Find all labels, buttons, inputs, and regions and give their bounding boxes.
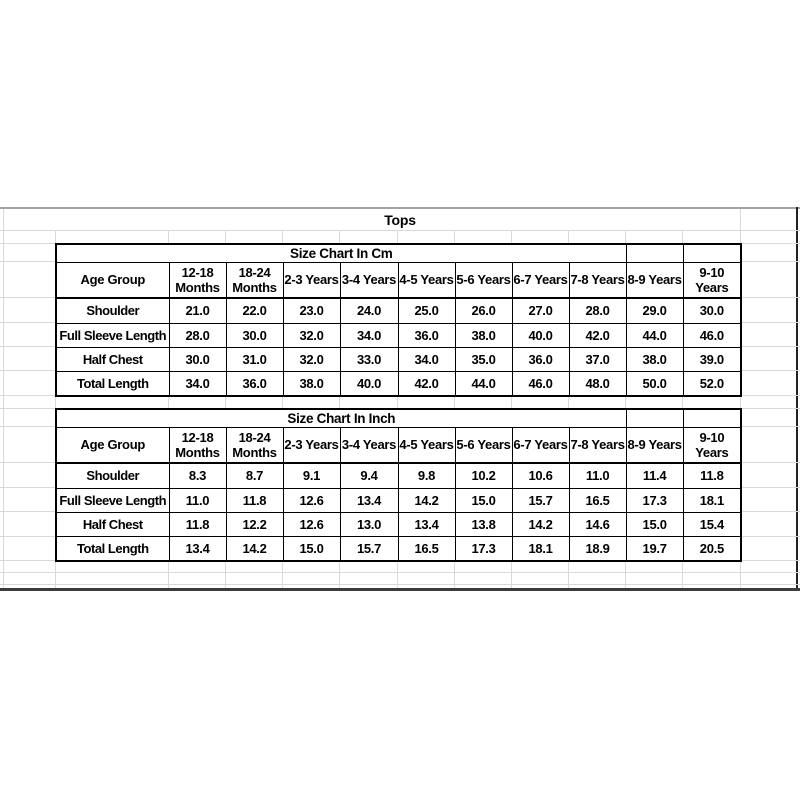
header-line: 4-5 Years (399, 437, 454, 453)
header-line: 7-8 Years (570, 437, 625, 453)
size-header-cell (340, 427, 398, 463)
size-header-cell (512, 427, 569, 463)
value-cell: 31.0 (226, 347, 283, 371)
value-cell: 12.6 (283, 488, 340, 512)
header-line: 6-7 Years (513, 437, 568, 453)
value-cell: 10.6 (512, 463, 569, 488)
value-cell: 32.0 (283, 347, 340, 371)
value-cell: 11.4 (626, 463, 683, 488)
sheet-bottom-border (0, 588, 800, 591)
size-header-cell (626, 427, 683, 463)
header-line: 12-18 (181, 429, 214, 445)
value-cell: 17.3 (626, 488, 683, 512)
value-cell: 20.5 (683, 536, 741, 561)
value-cell: 36.0 (398, 323, 455, 347)
size-header-cell (626, 262, 683, 298)
value-cell: 13.4 (398, 512, 455, 536)
gridline (3, 209, 4, 588)
value-cell: 15.4 (683, 512, 741, 536)
value-cell: 33.0 (340, 347, 398, 371)
value-cell: 19.7 (626, 536, 683, 561)
value-cell: 52.0 (683, 371, 741, 396)
value-cell: 16.5 (398, 536, 455, 561)
value-cell: 22.0 (226, 298, 283, 323)
gridline (0, 230, 800, 231)
value-cell: 39.0 (683, 347, 741, 371)
value-cell: 15.0 (283, 536, 340, 561)
value-cell: 8.3 (169, 463, 226, 488)
size-header-cell (569, 262, 626, 298)
value-cell: 27.0 (512, 298, 569, 323)
value-cell: 40.0 (340, 371, 398, 396)
table-row (56, 536, 741, 561)
gridline (682, 560, 683, 588)
header-line: 8-9 Years (627, 437, 682, 453)
gridline (625, 230, 626, 243)
empty-cell (626, 409, 683, 427)
value-cell: 29.0 (626, 298, 683, 323)
row-label: Half Chest (56, 347, 169, 371)
gridline (511, 230, 512, 243)
value-cell: 34.0 (169, 371, 226, 396)
size-header-cell (283, 262, 340, 298)
value-cell: 26.0 (455, 298, 512, 323)
header-line: Age Group (80, 437, 145, 453)
gridline (168, 560, 169, 588)
header-line: 3-4 Years (341, 272, 397, 288)
value-cell: 15.7 (512, 488, 569, 512)
age-group-header-cell (56, 262, 169, 298)
value-cell: 11.8 (226, 488, 283, 512)
empty-cell (683, 244, 741, 262)
value-cell: 25.0 (398, 298, 455, 323)
value-cell: 37.0 (569, 347, 626, 371)
value-cell: 38.0 (626, 347, 683, 371)
header-line: 5-6 Years (456, 272, 511, 288)
size-header-cell (398, 262, 455, 298)
value-cell: 30.0 (169, 347, 226, 371)
row-label: Shoulder (56, 463, 169, 488)
value-cell: 8.7 (226, 463, 283, 488)
value-cell: 48.0 (569, 371, 626, 396)
value-cell: 15.0 (626, 512, 683, 536)
size-header-cell (398, 427, 455, 463)
value-cell: 28.0 (569, 298, 626, 323)
header-line: 4-5 Years (399, 272, 454, 288)
value-cell: 13.4 (169, 536, 226, 561)
row-label: Full Sleeve Length (56, 488, 169, 512)
gridline (225, 230, 226, 243)
table-title: Size Chart In Inch (56, 409, 626, 427)
value-cell: 34.0 (398, 347, 455, 371)
value-cell: 15.0 (455, 488, 512, 512)
size-header-cell (169, 262, 226, 298)
value-cell: 38.0 (455, 323, 512, 347)
header-line: 9-10 (699, 264, 725, 280)
value-cell: 50.0 (626, 371, 683, 396)
header-line: Months (232, 444, 277, 460)
size-header-cell (683, 262, 741, 298)
size-chart-cm-table (55, 243, 742, 397)
gridline (339, 230, 340, 243)
sheet-right-border (796, 207, 798, 591)
gridline (568, 230, 569, 243)
size-header-cell (283, 427, 340, 463)
value-cell: 44.0 (455, 371, 512, 396)
size-header-cell (569, 427, 626, 463)
table-row (56, 298, 741, 323)
row-label: Total Length (56, 371, 169, 396)
value-cell: 34.0 (340, 323, 398, 347)
row-label: Total Length (56, 536, 169, 561)
value-cell: 32.0 (283, 323, 340, 347)
value-cell: 23.0 (283, 298, 340, 323)
value-cell: 36.0 (226, 371, 283, 396)
gridline (682, 230, 683, 243)
value-cell: 42.0 (398, 371, 455, 396)
gridline (511, 560, 512, 588)
value-cell: 44.0 (626, 323, 683, 347)
header-line: 2-3 Years (284, 437, 339, 453)
value-cell: 46.0 (683, 323, 741, 347)
value-cell: 40.0 (512, 323, 569, 347)
value-cell: 42.0 (569, 323, 626, 347)
value-cell: 30.0 (683, 298, 741, 323)
header-line: 2-3 Years (284, 272, 339, 288)
table-row (56, 463, 741, 488)
gridline (397, 230, 398, 243)
value-cell: 13.8 (455, 512, 512, 536)
value-cell: 14.2 (226, 536, 283, 561)
value-cell: 21.0 (169, 298, 226, 323)
empty-cell (683, 409, 741, 427)
gridline (168, 230, 169, 243)
gridline (339, 560, 340, 588)
empty-cell (626, 244, 683, 262)
table-row (56, 371, 741, 396)
value-cell: 18.1 (683, 488, 741, 512)
header-line: 6-7 Years (513, 272, 568, 288)
value-cell: 30.0 (226, 323, 283, 347)
age-group-header-cell (56, 427, 169, 463)
size-header-cell (683, 427, 741, 463)
value-cell: 14.6 (569, 512, 626, 536)
row-label: Shoulder (56, 298, 169, 323)
value-cell: 28.0 (169, 323, 226, 347)
value-cell: 14.2 (512, 512, 569, 536)
gridline (0, 572, 800, 573)
value-cell: 36.0 (512, 347, 569, 371)
page-title: Tops (384, 211, 416, 228)
header-line: Age Group (80, 272, 145, 288)
table-title: Size Chart In Cm (56, 244, 626, 262)
header-line: 3-4 Years (341, 437, 397, 453)
value-cell: 14.2 (398, 488, 455, 512)
value-cell: 12.2 (226, 512, 283, 536)
value-cell: 13.4 (340, 488, 398, 512)
gridline (625, 560, 626, 588)
size-chart-inch-table (55, 408, 742, 562)
gridline (282, 560, 283, 588)
value-cell: 9.4 (340, 463, 398, 488)
value-cell: 16.5 (569, 488, 626, 512)
value-cell: 24.0 (340, 298, 398, 323)
header-line: 12-18 (181, 264, 214, 280)
header-line: Months (175, 279, 220, 295)
gridline (0, 584, 800, 585)
value-cell: 46.0 (512, 371, 569, 396)
value-cell: 18.1 (512, 536, 569, 561)
gridline (454, 560, 455, 588)
gridline (55, 560, 56, 588)
gridline (454, 230, 455, 243)
size-header-cell (512, 262, 569, 298)
gridline (225, 560, 226, 588)
header-line: Years (695, 279, 729, 295)
header-line: 9-10 (699, 429, 725, 445)
table-row (56, 323, 741, 347)
header-line: 7-8 Years (570, 272, 625, 288)
header-line: 5-6 Years (456, 437, 511, 453)
size-header-cell (455, 262, 512, 298)
value-cell: 17.3 (455, 536, 512, 561)
value-cell: 18.9 (569, 536, 626, 561)
header-line: Months (175, 444, 220, 460)
value-cell: 12.6 (283, 512, 340, 536)
size-header-cell (340, 262, 398, 298)
value-cell: 15.7 (340, 536, 398, 561)
gridline (397, 560, 398, 588)
value-cell: 11.0 (569, 463, 626, 488)
header-line: 18-24 (238, 264, 271, 280)
header-line: Years (695, 444, 729, 460)
header-line: 8-9 Years (627, 272, 682, 288)
value-cell: 38.0 (283, 371, 340, 396)
gridline (282, 230, 283, 243)
value-cell: 9.8 (398, 463, 455, 488)
value-cell: 13.0 (340, 512, 398, 536)
value-cell: 11.8 (169, 512, 226, 536)
row-label: Full Sleeve Length (56, 323, 169, 347)
gridline (55, 230, 56, 243)
value-cell: 10.2 (455, 463, 512, 488)
size-header-cell (226, 427, 283, 463)
value-cell: 9.1 (283, 463, 340, 488)
value-cell: 11.8 (683, 463, 741, 488)
table-row (56, 512, 741, 536)
gridline (568, 560, 569, 588)
size-header-cell (226, 262, 283, 298)
header-line: Months (232, 279, 277, 295)
size-header-cell (455, 427, 512, 463)
value-cell: 35.0 (455, 347, 512, 371)
row-label: Half Chest (56, 512, 169, 536)
table-row (56, 488, 741, 512)
size-header-cell (169, 427, 226, 463)
table-row (56, 347, 741, 371)
value-cell: 11.0 (169, 488, 226, 512)
header-line: 18-24 (238, 429, 271, 445)
